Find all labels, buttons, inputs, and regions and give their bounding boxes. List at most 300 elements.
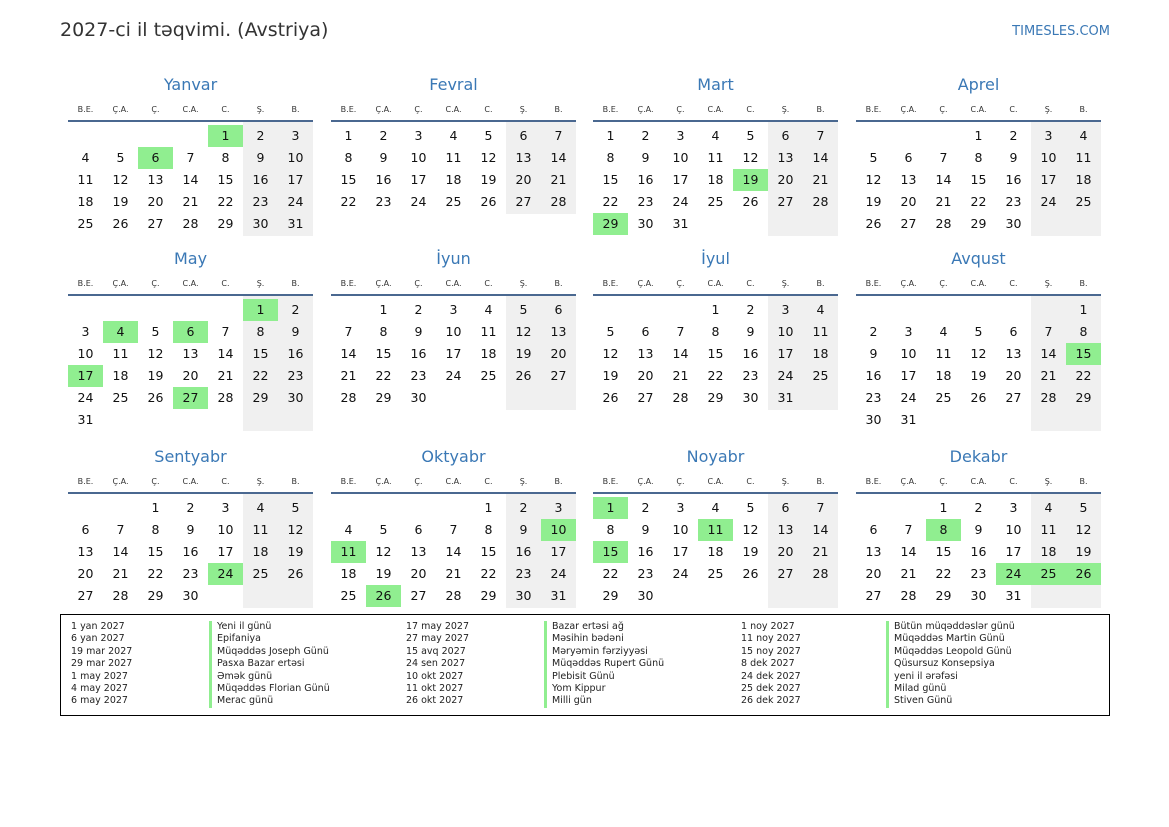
day-cell: 30: [515, 587, 532, 603]
day-cell: 30: [1005, 215, 1022, 231]
day-cell: 14: [900, 543, 917, 559]
day-cell: 16: [637, 543, 654, 559]
day-cell: 29: [935, 587, 952, 603]
day-cell: 7: [939, 149, 948, 165]
holiday-name: Müqəddəs Rupert Günü: [544, 658, 664, 670]
month-name: Dekabr: [949, 447, 1008, 466]
day-cell: 13: [777, 521, 794, 537]
day-cell: 15: [480, 543, 497, 559]
weekday-label: B.E.: [340, 105, 357, 114]
day-cell: 7: [116, 521, 125, 537]
day-cell: 26: [970, 389, 987, 405]
day-cell: 16: [637, 171, 654, 187]
day-cell: 27: [865, 587, 882, 603]
day-cell: 31: [777, 389, 794, 405]
day-cell: 6: [641, 323, 650, 339]
weekday-label: B.: [554, 279, 563, 288]
day-cell: 28: [217, 389, 234, 405]
day-cell: 24: [550, 565, 567, 581]
holiday-day: 27: [173, 387, 208, 409]
weekday-label: B.: [554, 477, 563, 486]
weekday-label: B.E.: [340, 279, 357, 288]
day-cell: 2: [641, 128, 650, 143]
day-cell: 10: [672, 149, 689, 165]
holiday-date: 6 yan 2027: [71, 633, 125, 645]
weekday-label: B.: [291, 279, 300, 288]
day-cell: 9: [414, 323, 423, 339]
site-link[interactable]: TIMESLES.COM: [1012, 24, 1110, 39]
day-cell: 4: [1044, 500, 1053, 515]
day-cell: 5: [484, 128, 493, 143]
day-cell: 14: [445, 543, 462, 559]
day-cell: 11: [935, 345, 952, 361]
month-name: İyun: [436, 249, 471, 268]
day-cell: 23: [637, 193, 654, 209]
day-cell: 26: [112, 215, 129, 231]
weekday-label: Ç.: [414, 279, 423, 288]
day-cell: 22: [602, 193, 619, 209]
day-cell: 19: [287, 543, 304, 559]
weekday-label: Ç.: [676, 105, 685, 114]
holiday-name: Müqəddəs Florian Günü: [209, 683, 330, 695]
day-cell: 15: [602, 171, 619, 187]
month-name: Aprel: [957, 75, 1000, 94]
day-cell: 4: [484, 302, 493, 317]
day-cell: 2: [869, 323, 878, 339]
day-cell: 9: [519, 521, 528, 537]
day-cell: 4: [344, 521, 353, 537]
day-cell: 9: [379, 149, 388, 165]
day-cell: 11: [77, 171, 94, 187]
day-cell: 14: [672, 345, 689, 361]
day-cell: 29: [707, 389, 724, 405]
weekday-label: Ç.A.: [900, 105, 917, 114]
day-cell: 22: [935, 565, 952, 581]
weekday-label: Ş.: [781, 105, 790, 114]
day-cell: 1: [344, 128, 353, 143]
day-cell: 13: [900, 171, 917, 187]
holiday-date: 10 okt 2027: [406, 670, 464, 682]
day-cell: 5: [606, 323, 615, 339]
day-cell: 31: [287, 215, 304, 231]
day-cell: 15: [217, 171, 234, 187]
day-cell: 20: [1005, 367, 1022, 383]
day-cell: 10: [410, 149, 427, 165]
day-cell: 12: [480, 149, 497, 165]
weekday-label: Ş.: [781, 477, 790, 486]
day-cell: 30: [637, 215, 654, 231]
weekday-label: C.A.: [182, 477, 199, 486]
day-cell: 25: [707, 565, 724, 581]
day-cell: 22: [480, 565, 497, 581]
weekday-label: C.: [221, 105, 230, 114]
day-cell: 18: [340, 565, 357, 581]
holiday-day: 17: [68, 365, 103, 387]
holiday-date: 24 dek 2027: [741, 670, 801, 682]
day-cell: 30: [287, 389, 304, 405]
day-cell: 22: [217, 193, 234, 209]
weekday-label: C.A.: [445, 105, 462, 114]
weekday-label: Ç.A.: [375, 105, 392, 114]
weekday-label: Ç.: [676, 279, 685, 288]
weekday-label: B.: [816, 279, 825, 288]
day-cell: 23: [970, 565, 987, 581]
day-cell: 6: [414, 521, 423, 537]
day-cell: 27: [900, 215, 917, 231]
day-cell: 7: [221, 323, 230, 339]
holiday-day: 26: [366, 585, 401, 607]
day-cell: 30: [252, 215, 269, 231]
holiday-day: 11: [698, 519, 733, 541]
day-cell: 9: [186, 521, 195, 537]
day-cell: 12: [602, 345, 619, 361]
day-cell: 29: [252, 389, 269, 405]
day-cell: 7: [676, 323, 685, 339]
day-cell: 28: [340, 389, 357, 405]
day-cell: 22: [340, 193, 357, 209]
weekday-label: C.: [1009, 105, 1018, 114]
day-cell: 15: [147, 543, 164, 559]
day-cell: 23: [1005, 193, 1022, 209]
day-cell: 11: [445, 149, 462, 165]
day-cell: 24: [287, 193, 304, 209]
weekday-label: Ş.: [1044, 279, 1053, 288]
day-cell: 19: [865, 193, 882, 209]
day-cell: 12: [742, 149, 759, 165]
day-cell: 16: [252, 171, 269, 187]
weekday-label: Ç.: [414, 477, 423, 486]
day-cell: 4: [1079, 128, 1088, 143]
weekday-label: Ç.: [151, 279, 160, 288]
holiday-name: Bütün müqəddəslər günü: [886, 621, 1015, 633]
day-cell: 20: [550, 345, 567, 361]
holiday-date: 11 okt 2027: [406, 683, 464, 694]
day-cell: 27: [1005, 389, 1022, 405]
month-name: Yanvar: [163, 75, 218, 94]
day-cell: 27: [515, 193, 532, 209]
holiday-day: 1: [208, 125, 243, 147]
holiday-date: 11 noy 2027: [741, 633, 801, 645]
day-cell: 27: [550, 367, 567, 383]
day-cell: 20: [182, 367, 199, 383]
day-cell: 14: [812, 521, 829, 537]
day-cell: 10: [1005, 521, 1022, 537]
holiday-date: 15 noy 2027: [741, 645, 801, 657]
day-cell: 17: [287, 171, 304, 187]
holiday-name: Yeni il günü: [209, 621, 271, 633]
holiday-name: Qüsursuz Konsepsiya: [886, 658, 995, 670]
day-cell: 13: [147, 171, 164, 187]
day-cell: 6: [904, 149, 913, 165]
day-cell: 18: [252, 543, 269, 559]
day-cell: 7: [816, 500, 825, 515]
day-cell: 11: [252, 521, 269, 537]
day-cell: 24: [1040, 193, 1057, 209]
holiday-day: 1: [593, 497, 628, 519]
holiday-name: Yom Kippur: [544, 683, 605, 695]
weekday-label: Ç.: [939, 105, 948, 114]
day-cell: 3: [904, 323, 913, 339]
day-cell: 22: [970, 193, 987, 209]
day-cell: 10: [287, 149, 304, 165]
weekday-label: C.: [221, 279, 230, 288]
weekday-label: B.E.: [77, 105, 94, 114]
day-cell: 17: [410, 171, 427, 187]
day-cell: 2: [256, 128, 265, 143]
day-cell: 3: [554, 500, 563, 515]
day-cell: 8: [379, 323, 388, 339]
day-cell: 31: [900, 411, 917, 427]
day-cell: 13: [865, 543, 882, 559]
weekday-label: Ç.: [151, 477, 160, 486]
day-cell: 29: [602, 587, 619, 603]
weekday-label: B.E.: [602, 279, 619, 288]
day-cell: 20: [777, 543, 794, 559]
day-cell: 10: [445, 323, 462, 339]
day-cell: 12: [865, 171, 882, 187]
weekday-label: Ş.: [519, 279, 528, 288]
day-cell: 19: [602, 367, 619, 383]
day-cell: 22: [252, 367, 269, 383]
day-cell: 12: [147, 345, 164, 361]
day-cell: 15: [252, 345, 269, 361]
day-cell: 3: [291, 128, 300, 143]
holiday-name: Müqəddəs Joseph Günü: [209, 646, 329, 658]
holiday-date: 15 avq 2027: [406, 645, 466, 657]
day-cell: 20: [900, 193, 917, 209]
day-cell: 9: [974, 521, 983, 537]
day-cell: 3: [221, 500, 230, 515]
day-cell: 6: [554, 302, 563, 317]
day-cell: 10: [672, 521, 689, 537]
holiday-name: Əmək günü: [209, 671, 272, 683]
day-cell: 6: [869, 521, 878, 537]
weekday-label: B.E.: [602, 477, 619, 486]
day-cell: 29: [970, 215, 987, 231]
weekday-label: C.: [746, 105, 755, 114]
day-cell: 26: [865, 215, 882, 231]
day-cell: 13: [515, 149, 532, 165]
day-cell: 19: [742, 543, 759, 559]
holiday-day: 24: [208, 563, 243, 585]
day-cell: 1: [974, 128, 983, 143]
month-name: Avqust: [951, 249, 1006, 268]
holiday-date: 24 sen 2027: [406, 658, 466, 670]
day-cell: 19: [375, 565, 392, 581]
day-cell: 13: [550, 323, 567, 339]
day-cell: 2: [414, 302, 423, 317]
month-name: Sentyabr: [154, 447, 227, 466]
day-cell: 8: [711, 323, 720, 339]
month-name: Oktyabr: [421, 447, 486, 466]
day-cell: 16: [375, 171, 392, 187]
day-cell: 5: [974, 323, 983, 339]
day-cell: 13: [77, 543, 94, 559]
day-cell: 21: [812, 171, 829, 187]
day-cell: 18: [77, 193, 94, 209]
day-cell: 20: [777, 171, 794, 187]
day-cell: 24: [900, 389, 917, 405]
day-cell: 30: [182, 587, 199, 603]
day-cell: 23: [375, 193, 392, 209]
day-cell: 23: [742, 367, 759, 383]
weekday-label: B.E.: [865, 477, 882, 486]
weekday-label: C.A.: [707, 477, 724, 486]
holiday-day: 10: [541, 519, 576, 541]
day-cell: 13: [182, 345, 199, 361]
day-cell: 6: [1009, 323, 1018, 339]
day-cell: 28: [812, 565, 829, 581]
day-cell: 23: [515, 565, 532, 581]
holiday-name: Məryəmin fərziyyəsi: [544, 646, 648, 658]
day-cell: 5: [1079, 500, 1088, 515]
day-cell: 17: [217, 543, 234, 559]
day-cell: 21: [1040, 367, 1057, 383]
day-cell: 17: [1040, 171, 1057, 187]
day-cell: 7: [904, 521, 913, 537]
day-cell: 14: [182, 171, 199, 187]
day-cell: 12: [515, 323, 532, 339]
day-cell: 16: [182, 543, 199, 559]
day-cell: 9: [641, 521, 650, 537]
day-cell: 14: [935, 171, 952, 187]
day-cell: 10: [777, 323, 794, 339]
weekday-label: Ç.A.: [112, 105, 129, 114]
day-cell: 22: [602, 565, 619, 581]
day-cell: 28: [672, 389, 689, 405]
weekday-label: C.: [746, 477, 755, 486]
day-cell: 13: [410, 543, 427, 559]
day-cell: 12: [287, 521, 304, 537]
weekday-label: C.: [221, 477, 230, 486]
day-cell: 17: [672, 543, 689, 559]
holiday-date: 1 yan 2027: [71, 621, 125, 632]
day-cell: 28: [550, 193, 567, 209]
day-cell: 16: [515, 543, 532, 559]
weekday-label: Ç.A.: [637, 279, 654, 288]
day-cell: 29: [480, 587, 497, 603]
day-cell: 4: [711, 500, 720, 515]
month-name: Fevral: [429, 75, 478, 94]
weekday-label: C.A.: [970, 477, 987, 486]
day-cell: 2: [186, 500, 195, 515]
weekday-label: C.A.: [970, 279, 987, 288]
holiday-date: 26 okt 2027: [406, 695, 464, 707]
holiday-date: 25 dek 2027: [741, 683, 801, 694]
day-cell: 4: [449, 128, 458, 143]
day-cell: 28: [900, 587, 917, 603]
day-cell: 2: [746, 302, 755, 317]
day-cell: 2: [291, 302, 300, 317]
day-cell: 25: [77, 215, 94, 231]
holiday-date: 1 noy 2027: [741, 621, 795, 632]
day-cell: 25: [445, 193, 462, 209]
day-cell: 10: [217, 521, 234, 537]
day-cell: 23: [287, 367, 304, 383]
weekday-label: Ç.A.: [112, 477, 129, 486]
holiday-date: 27 may 2027: [406, 633, 470, 645]
day-cell: 10: [900, 345, 917, 361]
day-cell: 28: [1040, 389, 1057, 405]
holiday-name: Plebisit Günü: [544, 671, 615, 683]
day-cell: 25: [480, 367, 497, 383]
holiday-date: 29 mar 2027: [71, 658, 133, 670]
month-name: May: [173, 249, 208, 268]
day-cell: 24: [672, 193, 689, 209]
day-cell: 28: [935, 215, 952, 231]
weekday-label: Ç.A.: [637, 477, 654, 486]
holiday-day: 24: [996, 563, 1031, 585]
day-cell: 21: [182, 193, 199, 209]
holiday-date: 4 may 2027: [71, 683, 128, 694]
holiday-name: Merac günü: [209, 695, 273, 707]
day-cell: 3: [1044, 128, 1053, 143]
weekday-label: B.: [1079, 477, 1088, 486]
day-cell: 1: [939, 500, 948, 515]
day-cell: 18: [112, 367, 129, 383]
month-name: Mart: [697, 75, 734, 94]
day-cell: 22: [147, 565, 164, 581]
day-cell: 7: [186, 149, 195, 165]
day-cell: 19: [480, 171, 497, 187]
day-cell: 20: [77, 565, 94, 581]
holiday-date: 6 may 2027: [71, 695, 128, 707]
day-cell: 17: [1005, 543, 1022, 559]
holiday-name: Epifaniya: [209, 633, 261, 645]
weekday-label: C.A.: [445, 279, 462, 288]
weekday-label: B.: [1079, 105, 1088, 114]
day-cell: 30: [637, 587, 654, 603]
weekday-label: C.: [1009, 477, 1018, 486]
day-cell: 4: [256, 500, 265, 515]
day-cell: 20: [147, 193, 164, 209]
day-cell: 30: [865, 411, 882, 427]
day-cell: 7: [816, 128, 825, 143]
weekday-label: B.: [1079, 279, 1088, 288]
weekday-label: Ç.A.: [900, 477, 917, 486]
holiday-date: 19 mar 2027: [71, 645, 133, 657]
day-cell: 2: [379, 128, 388, 143]
day-cell: 5: [291, 500, 300, 515]
holiday-day: 15: [1066, 343, 1101, 365]
day-cell: 27: [777, 193, 794, 209]
day-cell: 18: [445, 171, 462, 187]
weekday-label: C.: [484, 105, 493, 114]
holiday-day: 29: [593, 213, 628, 235]
day-cell: 29: [375, 389, 392, 405]
day-cell: 7: [344, 323, 353, 339]
day-cell: 18: [707, 543, 724, 559]
day-cell: 8: [606, 521, 615, 537]
day-cell: 24: [410, 193, 427, 209]
month-name: Noyabr: [686, 447, 745, 466]
day-cell: 26: [742, 565, 759, 581]
holiday-name: Müqəddəs Martin Günü: [886, 633, 1005, 645]
day-cell: 23: [865, 389, 882, 405]
day-cell: 17: [900, 367, 917, 383]
day-cell: 9: [1009, 149, 1018, 165]
day-cell: 21: [550, 171, 567, 187]
day-cell: 3: [676, 128, 685, 143]
day-cell: 1: [711, 302, 720, 317]
day-cell: 5: [746, 500, 755, 515]
day-cell: 11: [480, 323, 497, 339]
day-cell: 6: [781, 128, 790, 143]
page-title: 2027-ci il təqvimi. (Avstriya): [60, 19, 329, 41]
day-cell: 30: [410, 389, 427, 405]
weekday-label: Ş.: [519, 477, 528, 486]
weekday-label: C.A.: [970, 105, 987, 114]
